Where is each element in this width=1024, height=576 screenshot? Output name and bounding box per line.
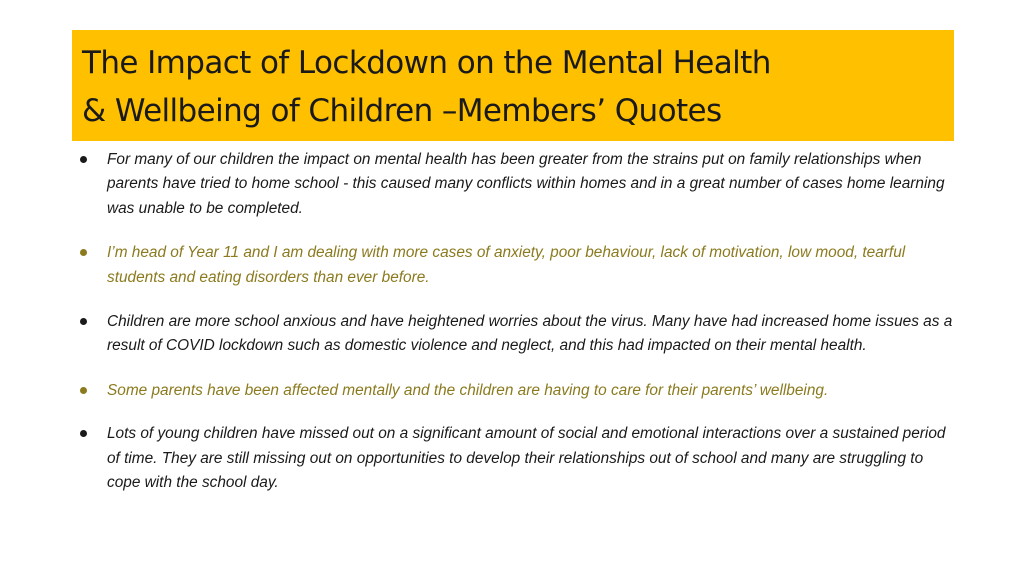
- list-item: [76, 422, 956, 495]
- quote-text: Some parents have been affected mentally and the children are having to care for their parents’ wellbeing.: [107, 381, 829, 399]
- bullet-dot-icon: [80, 387, 87, 394]
- bullet-dot-icon: [80, 249, 87, 256]
- bullet-dot-icon: [80, 318, 87, 325]
- quotes-list: [76, 148, 956, 495]
- quote-text: I’m head of Year 11 and I am dealing with more cases of anxiety, poor behaviour, lack of motivation, low mood, tearful students and eating disorders than ever before.: [107, 244, 906, 286]
- list-item: [76, 241, 956, 290]
- title-banner: [72, 30, 954, 141]
- quote-text: Lots of young children have missed out on a significant amount of social and emotional interactions over a sustained period of time. They are still missing out on opportunities to develop their relationships out of school and many are struggling to cope with the school day.: [107, 425, 946, 492]
- page-title-line-2: & Wellbeing of Children –Members’ Quotes: [82, 93, 722, 129]
- page-title-line-1: The Impact of Lockdown on the Mental Health: [82, 45, 771, 81]
- list-item: [76, 310, 956, 359]
- quote-text: Children are more school anxious and have heightened worries about the virus. Many have had increased home issues as a result of COVID lockdown such as domestic violence and neglect, and this had impacted on their mental health.: [107, 313, 953, 355]
- quote-text: For many of our children the impact on mental health has been greater from the strains put on family relationships when parents have tried to home school - this caused many conflicts within homes and in a great number of cases home learning was unable to be completed.: [107, 151, 945, 217]
- list-item: [76, 379, 956, 403]
- list-item: [76, 148, 956, 221]
- bullet-dot-icon: [80, 430, 87, 437]
- bullet-dot-icon: [80, 156, 87, 163]
